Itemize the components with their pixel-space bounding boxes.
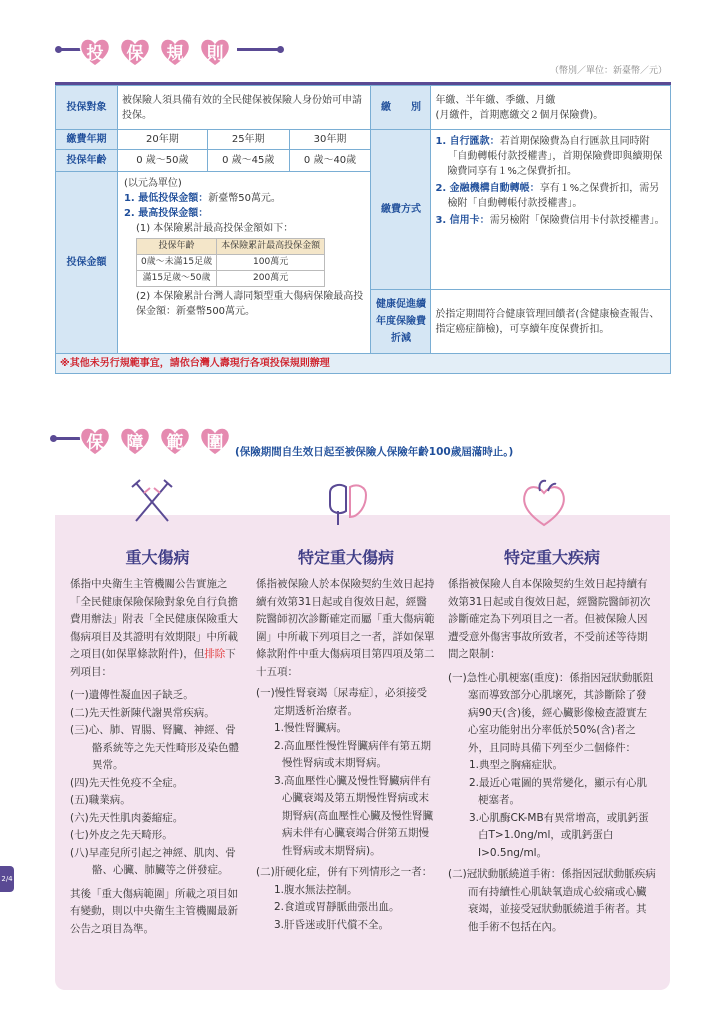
page-tag: 2/4 bbox=[0, 866, 14, 892]
period-label: 繳費年期 bbox=[56, 130, 118, 150]
list-item: (五)職業病。 bbox=[70, 794, 131, 806]
column-title: 重大傷病 bbox=[125, 548, 190, 567]
kidney-liver-icon bbox=[322, 477, 372, 529]
column-title: 特定重大疾病 bbox=[503, 548, 600, 567]
coverage-header bbox=[50, 432, 670, 472]
method-text: 年繳、半年繳、季繳、月繳 (月繳件，首期應繳交２個月保險費)。 bbox=[431, 86, 671, 130]
heart-icon: 圍 bbox=[198, 424, 232, 458]
list-item: (一)慢性腎衰竭〔尿毒症〕，必須接受定期透析治療者。 bbox=[256, 687, 427, 717]
list-item: (一)急性心肌梗塞(重度)：係指因冠狀動脈阻塞而導致部分心肌壞死，其診斷除了發病90天(含)後，經心臟影像檢查證實左心室功能射出分率低於50%(含)者之外，且同時具備下列至少二個條件： bbox=[448, 671, 654, 754]
heart-organ-icon bbox=[516, 477, 572, 529]
list-item: (四)先天性免疫不全症。 bbox=[70, 776, 184, 789]
age-30: 0 歲～40歲 bbox=[289, 150, 371, 172]
column-major-injury bbox=[70, 545, 245, 938]
unit-note: （幣別／單位：新臺幣／元） bbox=[550, 66, 668, 76]
crutches-icon bbox=[124, 477, 180, 527]
pay-label: 繳費方式 bbox=[371, 130, 431, 290]
list-item: 1.慢性腎臟病。 bbox=[274, 722, 348, 734]
target-label: 投保對象 bbox=[56, 86, 118, 130]
list-item: 2.最近心電圖的異常變化，顯示有心肌梗塞者。 bbox=[469, 776, 648, 806]
rules-table bbox=[55, 82, 671, 374]
exclusion-list bbox=[70, 687, 245, 880]
column-intro: 係指中央衛生主管機關公告實施之「全民健康保險保險對象免自行負擔費用辦法」附表「全民健康保險重大傷病項目及其證明有效期限」中所載之項目(如保單條款附件)，但排除下列項目： bbox=[70, 578, 238, 678]
age-label: 投保年齡 bbox=[56, 150, 118, 172]
column-intro: 係指被保險人自本保險契約生效日起持續有效第31日起或自復效日起，經醫院醫師初次診斷確定為下列項目之一者。但被保險人因遭受意外傷害事故所致者，不受前述等待期間之限制： bbox=[448, 578, 651, 660]
list-item: 3.肝昏迷或肝代償不全。 bbox=[274, 918, 390, 931]
list-item: 3.高血壓性心臟及慢性腎臟病伴有心臟衰竭及第五期慢性腎病或末期腎病(高血壓性心臟及慢性腎臟病未伴有心臟衰竭合併第五期慢性腎病或末期腎病)。 bbox=[274, 774, 434, 857]
period-25: 25年期 bbox=[207, 130, 289, 150]
column-specific-disease bbox=[448, 545, 656, 936]
amount-label: 投保金額 bbox=[56, 172, 118, 354]
coverage-subtitle: (保險期間自生效日起至被保險人保險年齡100歲屆滿時止。) bbox=[235, 446, 514, 458]
heart-icon: 規 bbox=[158, 35, 192, 69]
list-item: (三)心、肺、胃腸、腎臟、神經、骨骼系統等之先天性畸形及染色體異常。 bbox=[70, 724, 239, 771]
heart-icon: 保 bbox=[78, 424, 112, 458]
condition-list bbox=[256, 685, 436, 934]
list-item: (七)外皮之先天畸形。 bbox=[70, 829, 173, 841]
column-outro: 其後「重大傷病範圍」所載之項目如有變動，則以中央衛生主管機關最新公告之項目為準。 bbox=[70, 887, 238, 935]
list-item: (二)肝硬化症，併有下列情形之一者： bbox=[256, 866, 433, 878]
max-amount-table: 投保年齡 本保險累計最高投保金額 0歲～未滿15足歲 100萬元 滿15足歲～50歲 200萬元 bbox=[136, 238, 325, 287]
coverage-title bbox=[78, 424, 232, 458]
list-item: (八)早產兒所引起之神經、肌肉、骨骼、心臟、肺臟等之併發症。 bbox=[70, 846, 236, 876]
amount-details: (以元為單位) 1. 最低投保金額：新臺幣50萬元。 2. 最高投保金額： (1) 本保險累計最高投保金額如下： 投保年齡 本保險累計最高投保金額 0歲～未滿15足歲 100萬元 滿15足歲～50歲 200萬元 (2) 本保險累計台灣人壽同類型重大傷病保險最高投保金額：新臺幣500萬元。 bbox=[117, 172, 371, 354]
column-title: 特定重大傷病 bbox=[297, 548, 394, 567]
period-20: 20年期 bbox=[117, 130, 207, 150]
list-item: 2.高血壓性慢性腎臟病伴有第五期慢性腎病或末期腎病。 bbox=[274, 739, 432, 769]
heart-icon: 投 bbox=[78, 35, 112, 69]
method-label: 繳 別 bbox=[371, 86, 431, 130]
footer-note: ※其他未另行規範事宜，請依台灣人壽現行各項投保規則辦理 bbox=[56, 354, 671, 374]
list-item: (六)先天性肌肉萎縮症。 bbox=[70, 811, 184, 824]
health-text: 於指定期間符合健康管理回饋者(含健康檢查報告、指定癌症篩檢)，可享續年度保費折扣。 bbox=[431, 290, 671, 354]
list-item: (二)先天性新陳代謝異常疾病。 bbox=[70, 706, 215, 719]
disease-list bbox=[448, 670, 656, 937]
heart-icon: 障 bbox=[118, 424, 152, 458]
list-item: 3.心肌酶CK-MB有異常增高，或肌鈣蛋白T>1.0ng/ml，或肌鈣蛋白I>0.5ng/ml。 bbox=[469, 811, 649, 859]
period-30: 30年期 bbox=[289, 130, 371, 150]
heart-icon: 範 bbox=[158, 424, 192, 458]
rules-title bbox=[78, 35, 232, 69]
list-item: (二)冠狀動脈繞道手術：係指因冠狀動脈疾病而有持續性心肌缺氧造成心絞痛或心臟衰竭，並接受冠狀動脈繞道手術者。其他手術不包括在內。 bbox=[448, 868, 656, 933]
list-item: (一)遺傳性凝血因子缺乏。 bbox=[70, 689, 194, 701]
list-item: 1.腹水無法控制。 bbox=[274, 883, 358, 896]
age-20: 0 歲～50歲 bbox=[117, 150, 207, 172]
list-item: 2.食道或胃靜脈曲張出血。 bbox=[274, 901, 400, 913]
pay-methods: 1. 自行匯款：若首期保險費為自行匯款且同時附「自動轉帳付款授權書」，首期保險費即與續期保險費同享有１%之保費折扣。 2. 金融機構自動轉帳：享有１%之保費折扣，需另檢附「自動轉帳付款授權書」。 3. 信用卡：需另檢附「保險費信用卡付款授權書」。 bbox=[431, 130, 671, 290]
target-text: 被保險人須具備有效的全民健保被保險人身份始可申請投保。 bbox=[117, 86, 371, 130]
list-item: 1.典型之胸痛症狀。 bbox=[469, 759, 564, 771]
rules-header bbox=[55, 43, 695, 83]
heart-icon: 保 bbox=[118, 35, 152, 69]
age-25: 0 歲～45歲 bbox=[207, 150, 289, 172]
heart-icon: 則 bbox=[198, 35, 232, 69]
column-specific-injury bbox=[256, 545, 436, 934]
health-label: 健康促進續年度保險費折減 bbox=[371, 290, 431, 354]
column-intro: 係指被保險人於本保險契約生效日起持續有效第31日起或自復效日起，經醫院醫師初次診斷確定而屬「重大傷病範圍」中所載下列項目之一者，詳如保單條款附件中重大傷病項目第四項及第二十五項： bbox=[256, 578, 435, 678]
